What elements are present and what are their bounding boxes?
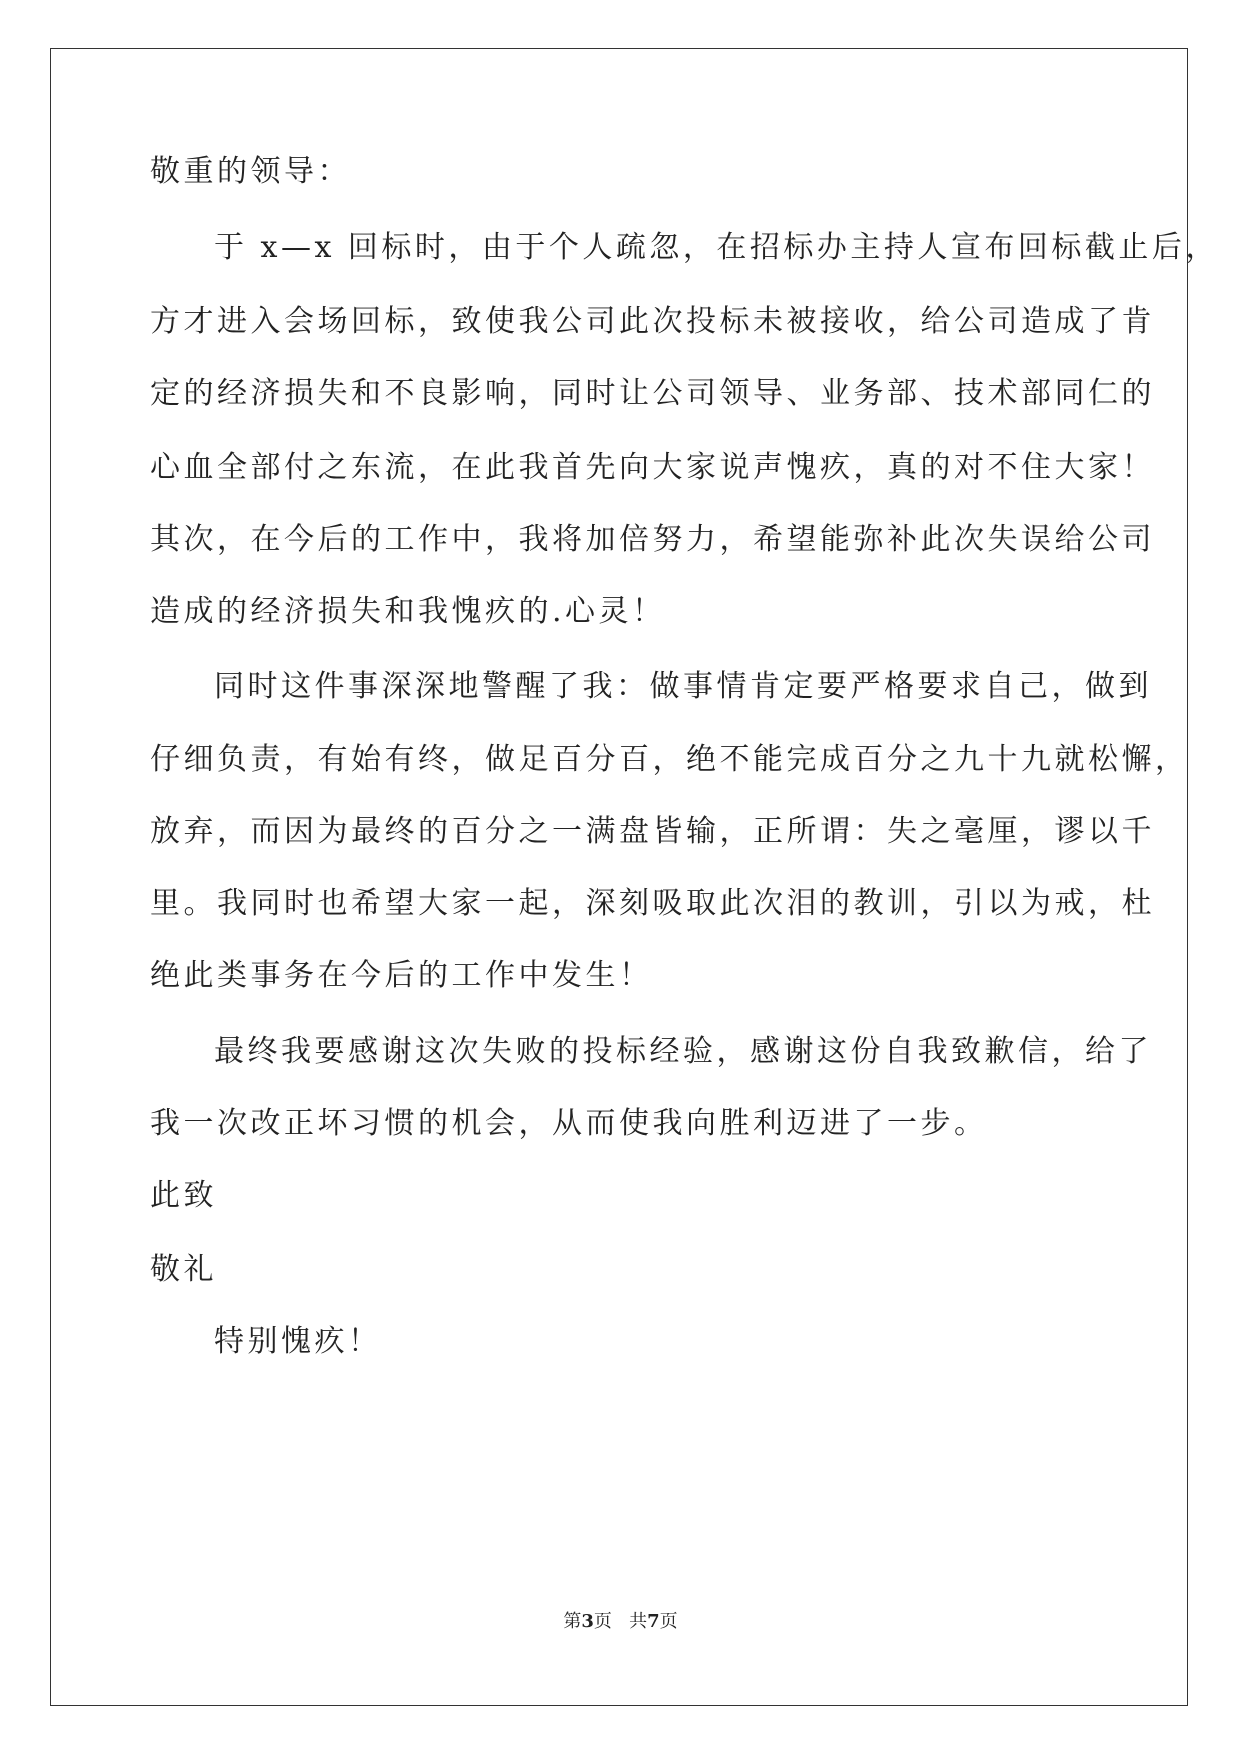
body-line: 定的经济损失和不良影响，同时让公司领导、业务部、技术部同仁的	[150, 376, 1155, 411]
body-line: 我一次改正坏习惯的机会，从而使我向胜利迈进了一步。	[150, 1106, 988, 1141]
page-label-prefix: 第	[563, 1611, 582, 1632]
body-line: 仔细负责，有始有终，做足百分百，绝不能完成百分之九十九就松懈，	[150, 742, 1189, 777]
page-footer	[0, 1610, 1241, 1634]
body-line: 造成的经济损失和我愧疚的.心灵！	[150, 594, 666, 629]
body-line: 于 x—x 回标时，由于个人疏忽，在招标办主持人宣布回标截止后，	[214, 230, 1219, 265]
total-label-prefix: 共	[629, 1611, 648, 1632]
total-label-suffix: 页	[659, 1611, 678, 1632]
closing-line: 此致	[150, 1178, 217, 1213]
closing-line: 特别愧疚！	[214, 1324, 382, 1359]
body-line: 方才进入会场回标，致使我公司此次投标未被接收，给公司造成了肯	[150, 304, 1155, 339]
page-border	[50, 48, 1188, 1706]
body-line: 放弃，而因为最终的百分之一满盘皆输，正所谓：失之毫厘，谬以千	[150, 814, 1155, 849]
body-line: 心血全部付之东流，在此我首先向大家说声愧疚，真的对不住大家！	[150, 450, 1155, 485]
total-pages: 7	[647, 1611, 660, 1632]
page-number: 3	[581, 1611, 594, 1632]
body-line: 最终我要感谢这次失败的投标经验，感谢这份自我致歉信，给了	[214, 1034, 1152, 1069]
body-line: 其次，在今后的工作中，我将加倍努力，希望能弥补此次失误给公司	[150, 522, 1155, 557]
body-line: 绝此类事务在今后的工作中发生！	[150, 958, 653, 993]
body-line: 里。我同时也希望大家一起，深刻吸取此次泪的教训，引以为戒，杜	[150, 886, 1155, 921]
salutation: 敬重的领导：	[150, 154, 351, 189]
page-label-suffix: 页	[593, 1611, 612, 1632]
closing-line: 敬礼	[150, 1252, 217, 1287]
body-line: 同时这件事深深地警醒了我：做事情肯定要严格要求自己，做到	[214, 669, 1152, 704]
